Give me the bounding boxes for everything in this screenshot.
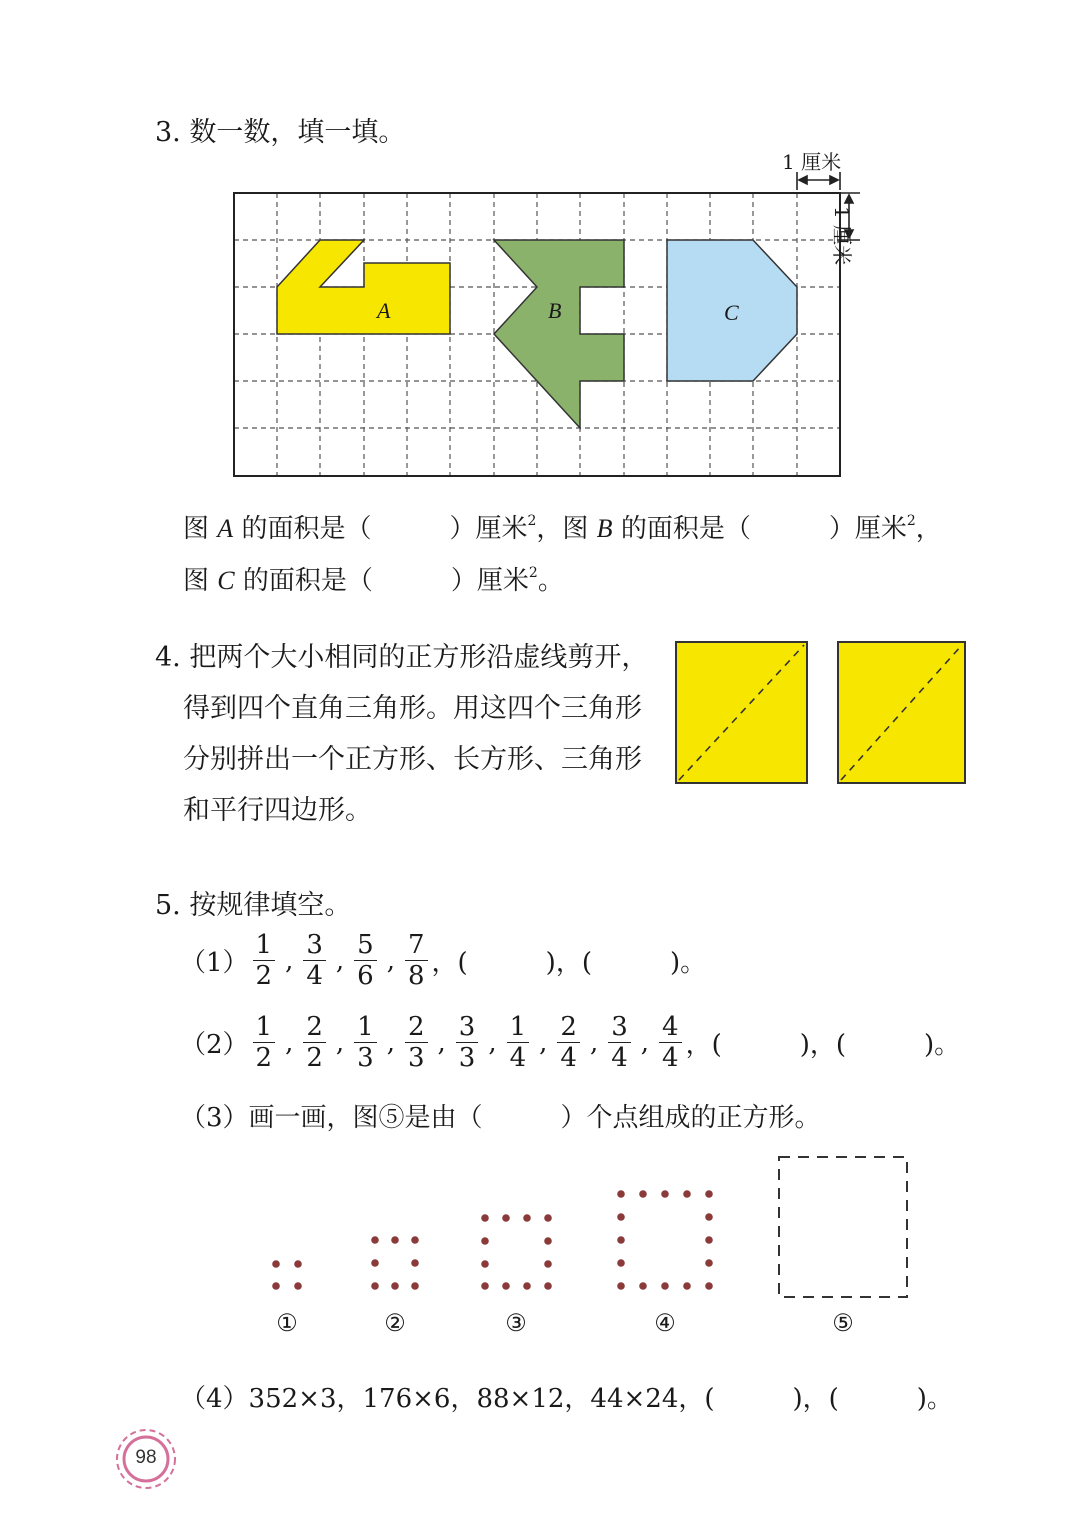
q5-part3: （3）画一画，图⑤是由（ ）个点组成的正方形。 bbox=[180, 1103, 821, 1133]
fraction: $\frac{5}{6}$ bbox=[354, 930, 377, 991]
pattern-1 bbox=[272, 1260, 302, 1290]
caption-3: ③ bbox=[505, 1309, 527, 1337]
q5-part2: （2） $\frac{1}{2}$ , $\frac{2}{2}$ , $\frac{1}{3}$ , $\frac{2}{3}$ , $\frac{3}{3}$ , $\frac{1}{4}$ , $\frac{2}{4}$ , $\frac{3}{4}$ , $\frac{4}{4}$ ，( )，( )。 bbox=[180, 1012, 961, 1073]
dot-patterns bbox=[0, 1140, 1080, 1315]
shape-b bbox=[494, 240, 624, 428]
label-a: A bbox=[377, 298, 391, 323]
fraction: $\frac{3}{4}$ bbox=[608, 1012, 631, 1073]
fraction: $\frac{1}{2}$ bbox=[253, 930, 276, 991]
label-b: B bbox=[548, 298, 562, 323]
label-c: C bbox=[724, 300, 739, 325]
grid-figure bbox=[0, 0, 1080, 500]
unit-label-vertical: 1 厘米 bbox=[830, 206, 854, 266]
fraction: $\frac{3}{3}$ bbox=[456, 1012, 479, 1073]
q5-title: 5. 按规律填空。 bbox=[155, 890, 352, 921]
q3-title: 3. 数一数，填一填。 bbox=[155, 117, 406, 148]
fraction: $\frac{2}{2}$ bbox=[303, 1012, 326, 1073]
fraction: $\frac{3}{4}$ bbox=[303, 930, 326, 991]
caption-2: ② bbox=[384, 1309, 406, 1337]
q5-part1: （1） $\frac{1}{2}$ , $\frac{3}{4}$ , $\frac{5}{6}$ , $\frac{7}{8}$ ，( )，( )。 bbox=[180, 930, 707, 991]
q4-squares bbox=[670, 635, 975, 790]
pattern-4 bbox=[617, 1190, 713, 1290]
fraction: $\frac{1}{4}$ bbox=[507, 1012, 530, 1073]
unit-label-horizontal: 1 厘米 bbox=[782, 150, 842, 174]
pattern-5-frame bbox=[779, 1157, 907, 1297]
fraction: $\frac{4}{4}$ bbox=[659, 1012, 682, 1073]
q4-text: 4. 把两个大小相同的正方形沿虚线剪开， 得到四个直角三角形。用这四个三角形 分别拼出一个正方形、长方形、三角形 和平行四边形。 bbox=[155, 642, 649, 826]
pattern-3 bbox=[481, 1214, 552, 1290]
q5-part4: （4）352×3，176×6，88×12，44×24，( )，( )。 bbox=[180, 1384, 953, 1414]
caption-1: ① bbox=[276, 1309, 298, 1337]
q3-line2: 图 C 的面积是（ ）厘米$^2$。 bbox=[183, 565, 564, 596]
caption-5: ⑤ bbox=[832, 1309, 854, 1337]
fraction: $\frac{2}{4}$ bbox=[557, 1012, 580, 1073]
fraction: $\frac{2}{3}$ bbox=[405, 1012, 428, 1073]
fraction: $\frac{1}{3}$ bbox=[354, 1012, 377, 1073]
pattern-2 bbox=[371, 1236, 419, 1290]
q3-line1: 图 A 的面积是（ ）厘米$^2$，图 B 的面积是（ ）厘米$^2$， bbox=[183, 513, 942, 544]
caption-4: ④ bbox=[654, 1309, 676, 1337]
fraction: $\frac{7}{8}$ bbox=[405, 930, 428, 991]
page-number: 98 bbox=[135, 1447, 157, 1468]
shape-a bbox=[277, 240, 450, 334]
fraction: $\frac{1}{2}$ bbox=[253, 1012, 276, 1073]
